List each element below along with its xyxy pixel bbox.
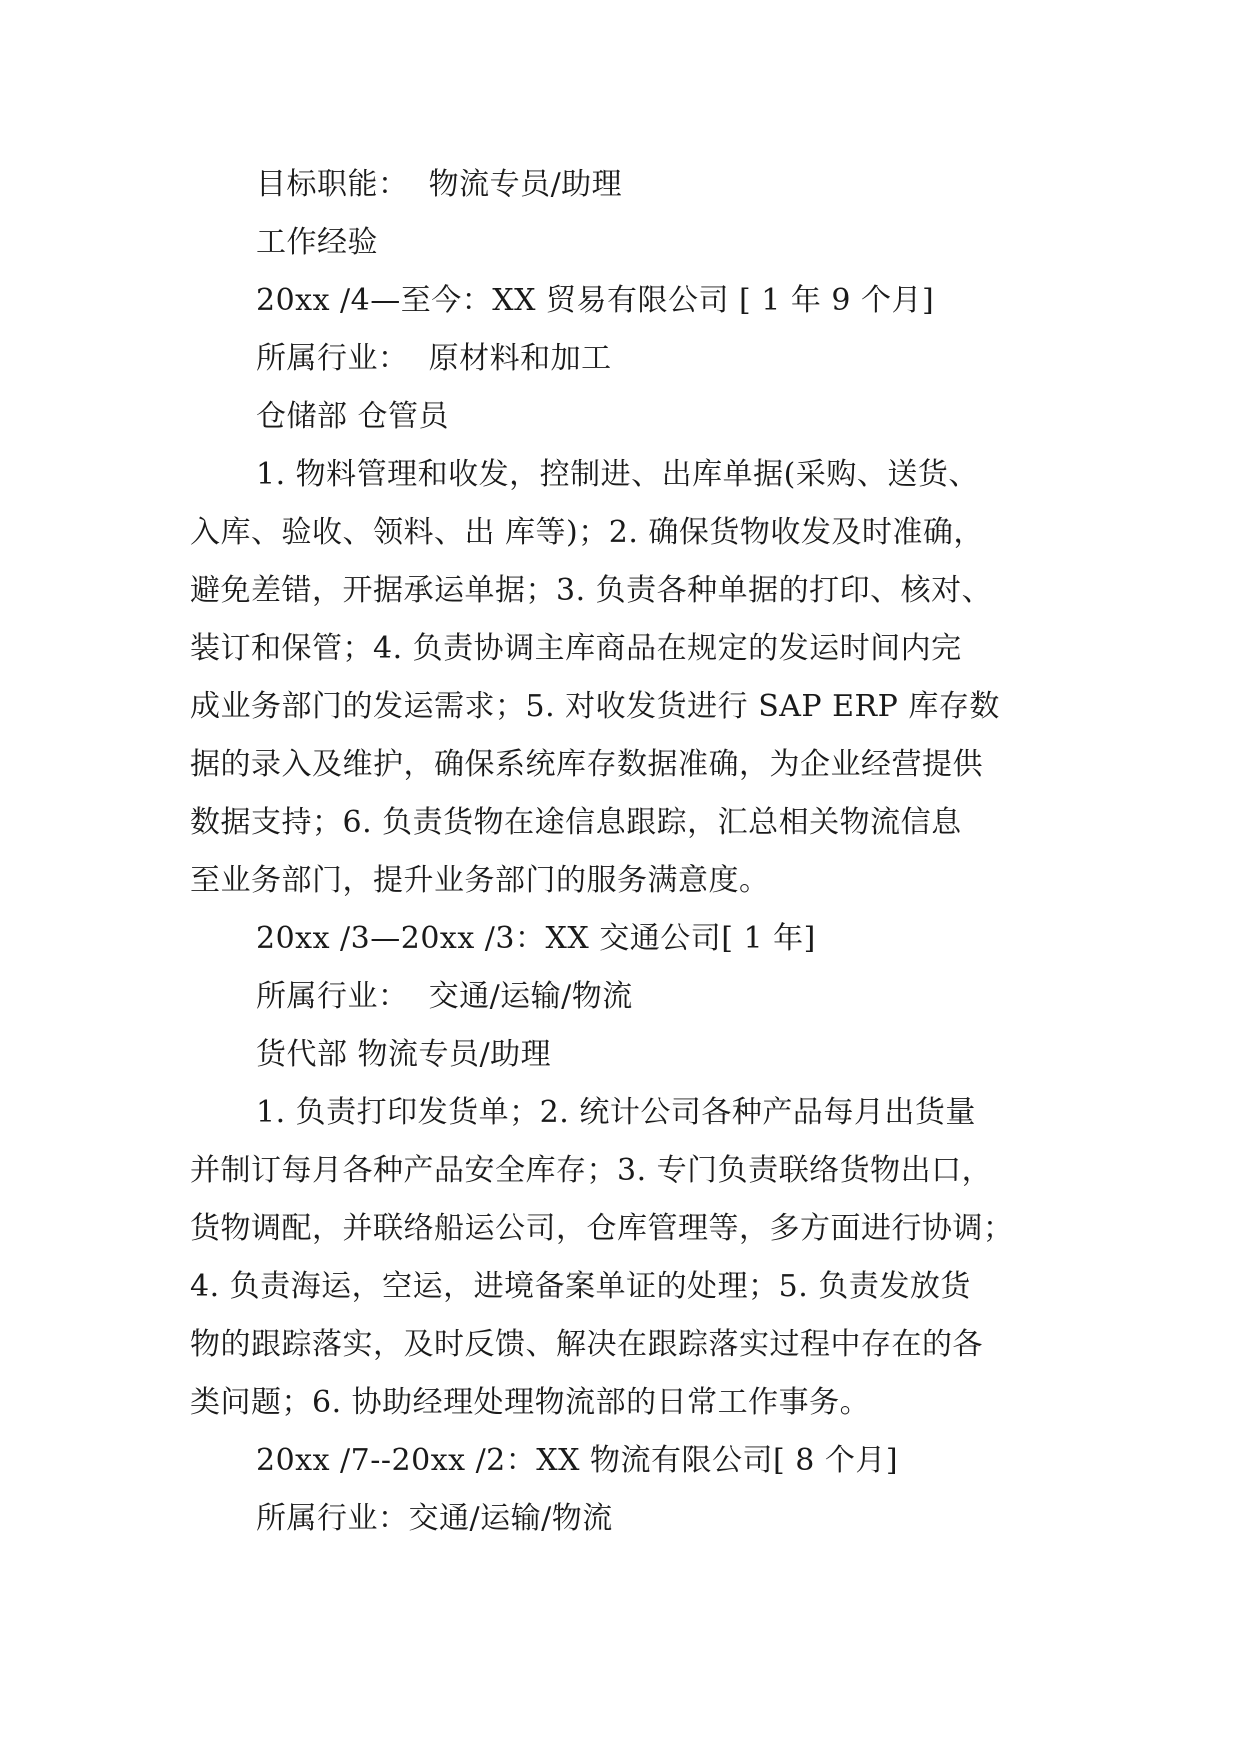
job-1-dept-title: 仓储部 仓管员 xyxy=(256,399,450,434)
job-1-duties-line-4: 装订和保管；4. 负责协调主库商品在规定的发运时间内完 xyxy=(190,631,962,666)
job-1-duties-line-1: 1. 物料管理和收发，控制进、出库单据(采购、送货、 xyxy=(256,457,979,492)
job-2-dept-title: 货代部 物流专员/助理 xyxy=(256,1037,552,1072)
job-3-industry: 所属行业：交通/运输/物流 xyxy=(256,1501,613,1536)
job-2-duties-line-4: 4. 负责海运，空运，进境备案单证的处理；5. 负责发放货 xyxy=(190,1269,971,1304)
job-2-period: 20xx /3—20xx /3：XX 交通公司[ 1 年] xyxy=(256,921,816,956)
job-1-duties-line-5: 成业务部门的发运需求；5. 对收发货进行 SAP ERP 库存数 xyxy=(190,689,1000,724)
job-2-industry: 所属行业： 交通/运输/物流 xyxy=(256,979,633,1014)
job-1-duties-line-2: 入库、验收、领料、出 库等)；2. 确保货物收发及时准确， xyxy=(190,515,984,550)
job-2-duties-line-2: 并制订每月各种产品安全库存；3. 专门负责联络货物出口， xyxy=(190,1153,993,1188)
job-2-duties-line-1: 1. 负责打印发货单；2. 统计公司各种产品每月出货量 xyxy=(256,1095,976,1130)
job-2-duties-line-3: 货物调配，并联络船运公司，仓库管理等，多方面进行协调； xyxy=(190,1211,1014,1246)
job-3-period: 20xx /7--20xx /2：XX 物流有限公司[ 8 个月] xyxy=(256,1443,899,1478)
job-1-duties-line-3: 避免差错，开据承运单据；3. 负责各种单据的打印、核对、 xyxy=(190,573,993,608)
job-1-industry: 所属行业： 原材料和加工 xyxy=(256,341,612,376)
job-2-duties-line-5: 物的跟踪落实，及时反馈、解决在跟踪落实过程中存在的各 xyxy=(190,1327,983,1362)
job-1-duties-line-7: 数据支持；6. 负责货物在途信息跟踪，汇总相关物流信息 xyxy=(190,805,962,840)
target-role: 目标职能： 物流专员/助理 xyxy=(256,167,623,202)
section-heading-work-experience: 工作经验 xyxy=(256,225,378,260)
job-1-duties-line-8: 至业务部门，提升业务部门的服务满意度。 xyxy=(190,863,770,898)
job-1-duties-line-6: 据的录入及维护，确保系统库存数据准确，为企业经营提供 xyxy=(190,747,983,782)
job-2-duties-line-6: 类问题；6. 协助经理处理物流部的日常工作事务。 xyxy=(190,1385,871,1420)
job-1-period: 20xx /4—至今：XX 贸易有限公司 [ 1 年 9 个月] xyxy=(256,283,935,318)
